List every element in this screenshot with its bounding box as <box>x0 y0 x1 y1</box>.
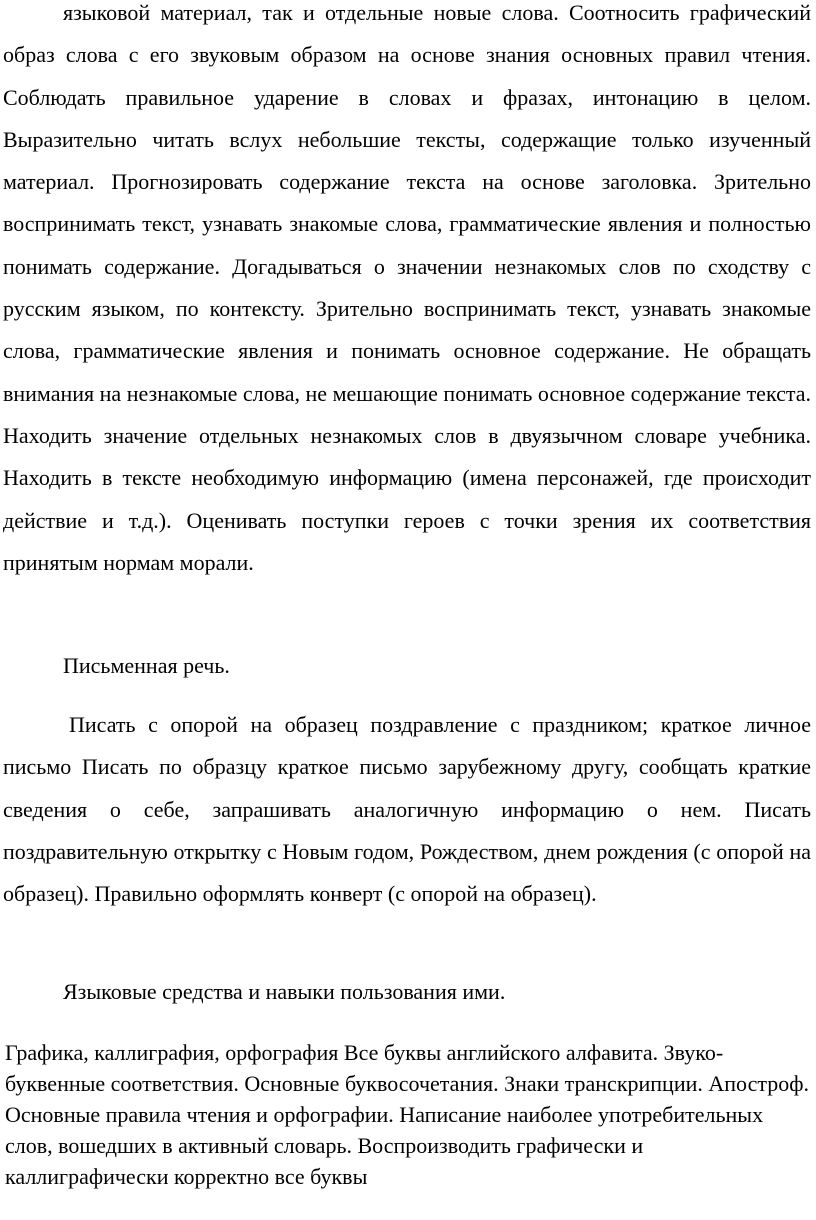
heading-language-means: Языковые средства и навыки пользования ими. <box>63 979 506 1004</box>
paragraph-graphics-orthography: Графика, каллиграфия, орфография Все буквы английского алфавита. Звуко-буквенные соответствия. Основные буквосочетания. Знаки транскрипции. Апостроф. Основные правила чтения и орфографии. Написание наиболее употребительных слов, вошедших в активный словарь. Воспроизводить графически и каллиграфически корректно все буквы <box>5 1040 809 1189</box>
paragraph-writing-skills: Писать с опорой на образец поздравление с праздником; краткое личное письмо Писать по образцу краткое письмо зарубежному другу, сообщать краткие сведения о себе, запрашивать аналогичную информацию о нем. Писать поздравительную открытку с Новым годом, Рождеством, днем рождения (с опорой на образец). Правильно оформлять конверт (с опорой на образец). <box>3 712 811 907</box>
heading-written-speech: Письменная речь. <box>63 653 230 678</box>
paragraph-reading-skills: языковой материал, так и отдельные новые слова. Соотносить графический образ слова с его звуковым образом на основе знания основных правил чтения. Соблюдать правильное ударение в словах и фразах, интонацию в целом. Выразительно читать вслух небольшие тексты, содержащие только изученный материал. Прогнозировать содержание текста на основе заголовка. Зрительно воспринимать текст, узнавать знакомые слова, грамматические явления и полностью понимать содержание. Догадываться о значении незнакомых слов по сходству с русским языком, по контексту. Зрительно воспринимать текст, узнавать знакомые слова, грамматические явления и понимать основное содержание. Не обращать внимания на незнакомые слова, не мешающие понимать основное содержание текста. Находить значение отдельных незнакомых слов в двуязычном словаре учебника. Находить в тексте необходимую информацию (имена персонажей, где происходит действие и т.д.). Оценивать поступки героев с точки зрения их соответствия принятым нормам морали. <box>3 0 811 575</box>
